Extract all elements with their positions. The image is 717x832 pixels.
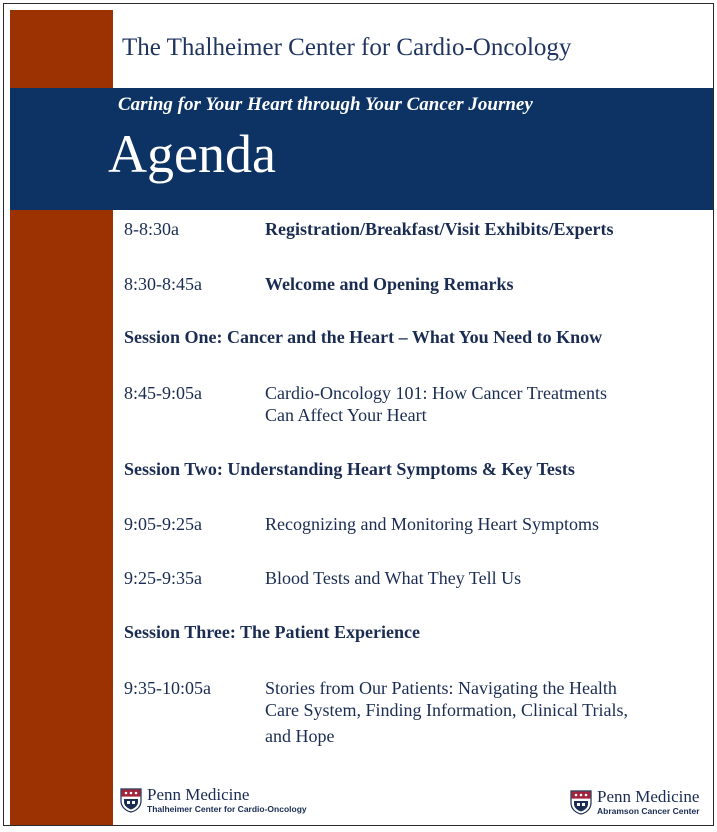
- title-banner: [10, 88, 714, 210]
- agenda-time: 8:30-8:45a: [124, 274, 202, 294]
- agenda-time: 9:25-9:35a: [124, 568, 202, 588]
- penn-shield-icon: [120, 788, 142, 813]
- agenda-time: 9:35-10:05a: [124, 678, 211, 698]
- page-title: Agenda: [108, 124, 276, 184]
- session-heading: Session One: Cancer and the Heart – What You Need to Know: [124, 327, 603, 347]
- agenda-title-line: Care System, Finding Information, Clinical Trials,: [265, 700, 628, 720]
- agenda-title-line: Stories from Our Patients: Navigating the Health: [265, 678, 617, 698]
- agenda-title-line: and Hope: [265, 726, 335, 746]
- penn-medicine-abramson-logo: [570, 788, 700, 816]
- org-title: The Thalheimer Center for Cardio-Oncology: [122, 34, 572, 61]
- banner-subtitle: Caring for Your Heart through Your Cancer Journey: [118, 94, 533, 115]
- agenda-time: 8-8:30a: [124, 219, 179, 239]
- logo-name: Penn Medicine: [147, 785, 250, 804]
- penn-medicine-thalheimer-logo: [120, 786, 307, 814]
- penn-shield-icon: [570, 790, 592, 815]
- logo-name: Penn Medicine: [597, 787, 700, 806]
- logo-subtitle: Abramson Cancer Center: [597, 806, 700, 816]
- agenda-flyer: [3, 3, 714, 826]
- agenda-time: 8:45-9:05a: [124, 383, 202, 403]
- agenda-title: Recognizing and Monitoring Heart Symptoms: [265, 514, 599, 534]
- agenda-title-line: Cardio-Oncology 101: How Cancer Treatments: [265, 383, 607, 403]
- logo-subtitle: Thalheimer Center for Cardio-Oncology: [147, 804, 307, 814]
- agenda-title: Welcome and Opening Remarks: [265, 274, 514, 294]
- agenda-title: Blood Tests and What They Tell Us: [265, 568, 522, 588]
- session-heading: Session Three: The Patient Experience: [124, 622, 420, 642]
- agenda-time: 9:05-9:25a: [124, 514, 202, 534]
- agenda-title-line: Can Affect Your Heart: [265, 405, 427, 425]
- agenda-title: Registration/Breakfast/Visit Exhibits/Experts: [265, 219, 614, 239]
- session-heading: Session Two: Understanding Heart Symptoms & Key Tests: [124, 459, 575, 479]
